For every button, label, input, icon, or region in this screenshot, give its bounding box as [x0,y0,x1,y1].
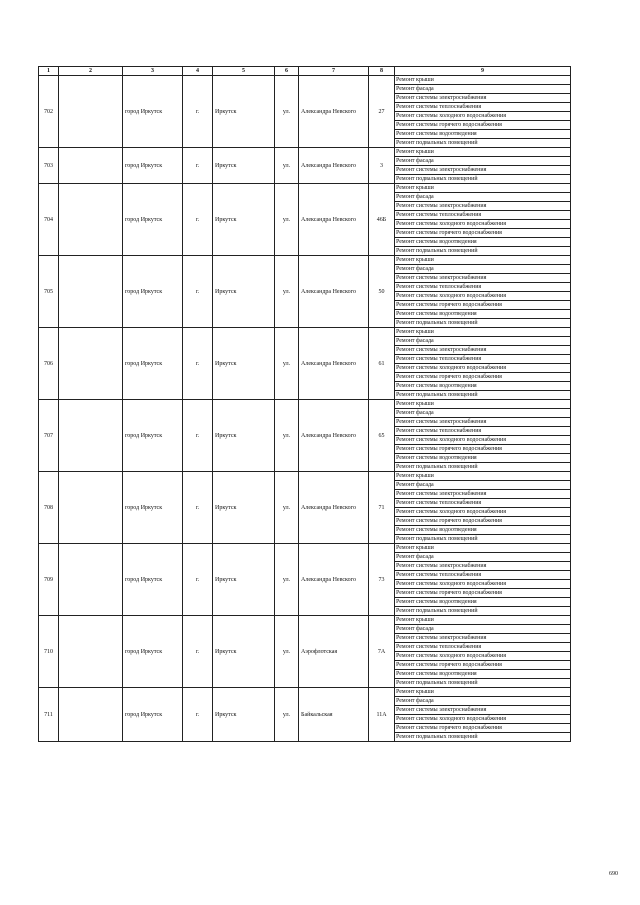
record-locality: Иркутск [213,328,275,400]
work-item: Ремонт системы электроснабжения [395,490,571,499]
record-city: город Иркутск [123,400,183,472]
record-street: Александра Невского [299,184,369,256]
work-item: Ремонт крыши [395,184,571,193]
work-item: Ремонт подвальных помещений [395,247,571,256]
record-street: Байкальская [299,688,369,742]
work-item: Ремонт системы горячего водоснабжения [395,724,571,733]
work-item: Ремонт фасада [395,625,571,634]
work-item: Ремонт системы водоотведения [395,310,571,319]
work-item: Ремонт крыши [395,544,571,553]
work-item: Ремонт системы теплоснабжения [395,643,571,652]
record-locality: Иркутск [213,472,275,544]
record-street: Александра Невского [299,76,369,148]
work-item: Ремонт системы горячего водоснабжения [395,589,571,598]
work-item: Ремонт системы водоотведения [395,526,571,535]
record-city: город Иркутск [123,544,183,616]
work-item: Ремонт фасада [395,85,571,94]
record-house: 73 [369,544,395,616]
work-item: Ремонт подвальных помещений [395,319,571,328]
record-street: Александра Невского [299,472,369,544]
record-street-type: ул. [275,544,299,616]
work-item: Ремонт подвальных помещений [395,607,571,616]
record-house: 46Б [369,184,395,256]
record-street: Александра Невского [299,328,369,400]
record-locality-type: г. [183,616,213,688]
record-city: город Иркутск [123,328,183,400]
work-item: Ремонт крыши [395,472,571,481]
record-street-type: ул. [275,328,299,400]
record-number: 710 [39,616,59,688]
header-row [39,67,571,76]
work-item: Ремонт системы теплоснабжения [395,499,571,508]
record-locality: Иркутск [213,256,275,328]
record-number: 704 [39,184,59,256]
record-col2 [59,544,123,616]
record-house: 7А [369,616,395,688]
record-col2 [59,472,123,544]
record-locality-type: г. [183,400,213,472]
work-item: Ремонт системы горячего водоснабжения [395,121,571,130]
work-item: Ремонт подвальных помещений [395,391,571,400]
record-street-type: ул. [275,148,299,184]
work-item: Ремонт системы холодного водоснабжения [395,652,571,661]
record-locality: Иркутск [213,184,275,256]
work-item: Ремонт подвальных помещений [395,679,571,688]
record-house: 3 [369,148,395,184]
record-locality: Иркутск [213,148,275,184]
record-number: 706 [39,328,59,400]
work-item: Ремонт системы электроснабжения [395,94,571,103]
table-row [39,148,571,157]
work-item: Ремонт подвальных помещений [395,175,571,184]
record-street-type: ул. [275,688,299,742]
record-city: город Иркутск [123,616,183,688]
work-item: Ремонт системы горячего водоснабжения [395,301,571,310]
work-item: Ремонт системы горячего водоснабжения [395,517,571,526]
header-col-7: 7 [299,67,369,76]
work-item: Ремонт фасада [395,697,571,706]
record-locality-type: г. [183,148,213,184]
work-item: Ремонт крыши [395,616,571,625]
work-item: Ремонт фасада [395,337,571,346]
table-row [39,688,571,697]
work-item: Ремонт крыши [395,400,571,409]
work-item: Ремонт системы электроснабжения [395,274,571,283]
work-item: Ремонт крыши [395,76,571,85]
table-row [39,616,571,625]
work-item: Ремонт системы электроснабжения [395,202,571,211]
page-number: 690 [609,871,618,877]
record-street: Александра Невского [299,148,369,184]
work-item: Ремонт системы горячего водоснабжения [395,229,571,238]
table-row [39,328,571,337]
table-row [39,76,571,85]
work-item: Ремонт системы электроснабжения [395,346,571,355]
work-item: Ремонт крыши [395,256,571,265]
header-col-2: 2 [59,67,123,76]
work-item: Ремонт системы теплоснабжения [395,103,571,112]
record-house: 71 [369,472,395,544]
repair-works-table [38,66,571,742]
work-item: Ремонт фасада [395,193,571,202]
record-col2 [59,616,123,688]
header-col-5: 5 [213,67,275,76]
record-locality-type: г. [183,472,213,544]
record-locality-type: г. [183,184,213,256]
work-item: Ремонт подвальных помещений [395,463,571,472]
record-number: 707 [39,400,59,472]
record-locality-type: г. [183,328,213,400]
record-street-type: ул. [275,256,299,328]
work-item: Ремонт системы теплоснабжения [395,571,571,580]
work-item: Ремонт системы теплоснабжения [395,355,571,364]
record-house: 27 [369,76,395,148]
record-street-type: ул. [275,76,299,148]
record-house: 50 [369,256,395,328]
table-row [39,544,571,553]
record-col2 [59,688,123,742]
record-locality: Иркутск [213,616,275,688]
work-item: Ремонт крыши [395,688,571,697]
record-number: 702 [39,76,59,148]
work-item: Ремонт системы горячего водоснабжения [395,661,571,670]
work-item: Ремонт системы холодного водоснабжения [395,292,571,301]
record-locality: Иркутск [213,688,275,742]
record-locality-type: г. [183,688,213,742]
header-col-6: 6 [275,67,299,76]
record-house: 61 [369,328,395,400]
record-street-type: ул. [275,616,299,688]
record-street: Александра Невского [299,544,369,616]
record-locality-type: г. [183,256,213,328]
record-col2 [59,76,123,148]
work-item: Ремонт системы теплоснабжения [395,427,571,436]
work-item: Ремонт системы водоотведения [395,670,571,679]
record-street: Аэрофлотская [299,616,369,688]
record-number: 709 [39,544,59,616]
record-city: город Иркутск [123,184,183,256]
record-number: 708 [39,472,59,544]
work-item: Ремонт фасада [395,481,571,490]
work-item: Ремонт системы водоотведения [395,238,571,247]
work-item: Ремонт системы теплоснабжения [395,211,571,220]
record-city: город Иркутск [123,76,183,148]
table-row [39,400,571,409]
record-street: Александра Невского [299,256,369,328]
header-col-8: 8 [369,67,395,76]
record-locality-type: г. [183,544,213,616]
record-col2 [59,184,123,256]
header-col-3: 3 [123,67,183,76]
record-city: город Иркутск [123,256,183,328]
record-locality: Иркутск [213,400,275,472]
work-item: Ремонт системы холодного водоснабжения [395,112,571,121]
work-item: Ремонт системы электроснабжения [395,562,571,571]
record-col2 [59,148,123,184]
record-col2 [59,328,123,400]
work-item: Ремонт системы холодного водоснабжения [395,220,571,229]
header-col-9: 9 [395,67,571,76]
record-number: 705 [39,256,59,328]
record-house: 11А [369,688,395,742]
record-locality-type: г. [183,76,213,148]
work-item: Ремонт фасада [395,265,571,274]
record-street-type: ул. [275,472,299,544]
work-item: Ремонт системы холодного водоснабжения [395,715,571,724]
work-item: Ремонт системы холодного водоснабжения [395,436,571,445]
work-item: Ремонт подвальных помещений [395,535,571,544]
record-city: город Иркутск [123,148,183,184]
work-item: Ремонт системы горячего водоснабжения [395,445,571,454]
record-locality: Иркутск [213,544,275,616]
table-body [39,76,571,742]
work-item: Ремонт системы холодного водоснабжения [395,364,571,373]
record-col2 [59,256,123,328]
work-item: Ремонт системы теплоснабжения [395,283,571,292]
work-item: Ремонт подвальных помещений [395,733,571,742]
work-item: Ремонт системы водоотведения [395,382,571,391]
record-locality: Иркутск [213,76,275,148]
table-row [39,256,571,265]
work-item: Ремонт системы водоотведения [395,130,571,139]
work-item: Ремонт системы водоотведения [395,454,571,463]
work-item: Ремонт крыши [395,328,571,337]
record-city: город Иркутск [123,472,183,544]
record-house: 65 [369,400,395,472]
work-item: Ремонт системы горячего водоснабжения [395,373,571,382]
work-item: Ремонт системы водоотведения [395,598,571,607]
table-row [39,184,571,193]
work-item: Ремонт фасада [395,553,571,562]
work-item: Ремонт системы холодного водоснабжения [395,508,571,517]
work-item: Ремонт фасада [395,409,571,418]
work-item: Ремонт системы электроснабжения [395,706,571,715]
record-number: 711 [39,688,59,742]
work-item: Ремонт системы холодного водоснабжения [395,580,571,589]
record-city: город Иркутск [123,688,183,742]
header-col-1: 1 [39,67,59,76]
record-number: 703 [39,148,59,184]
work-item: Ремонт крыши [395,148,571,157]
record-street-type: ул. [275,400,299,472]
table-row [39,472,571,481]
work-item: Ремонт подвальных помещений [395,139,571,148]
work-item: Ремонт фасада [395,157,571,166]
record-street: Александра Невского [299,400,369,472]
header-col-4: 4 [183,67,213,76]
work-item: Ремонт системы электроснабжения [395,166,571,175]
work-item: Ремонт системы электроснабжения [395,634,571,643]
record-street-type: ул. [275,184,299,256]
work-item: Ремонт системы электроснабжения [395,418,571,427]
record-col2 [59,400,123,472]
